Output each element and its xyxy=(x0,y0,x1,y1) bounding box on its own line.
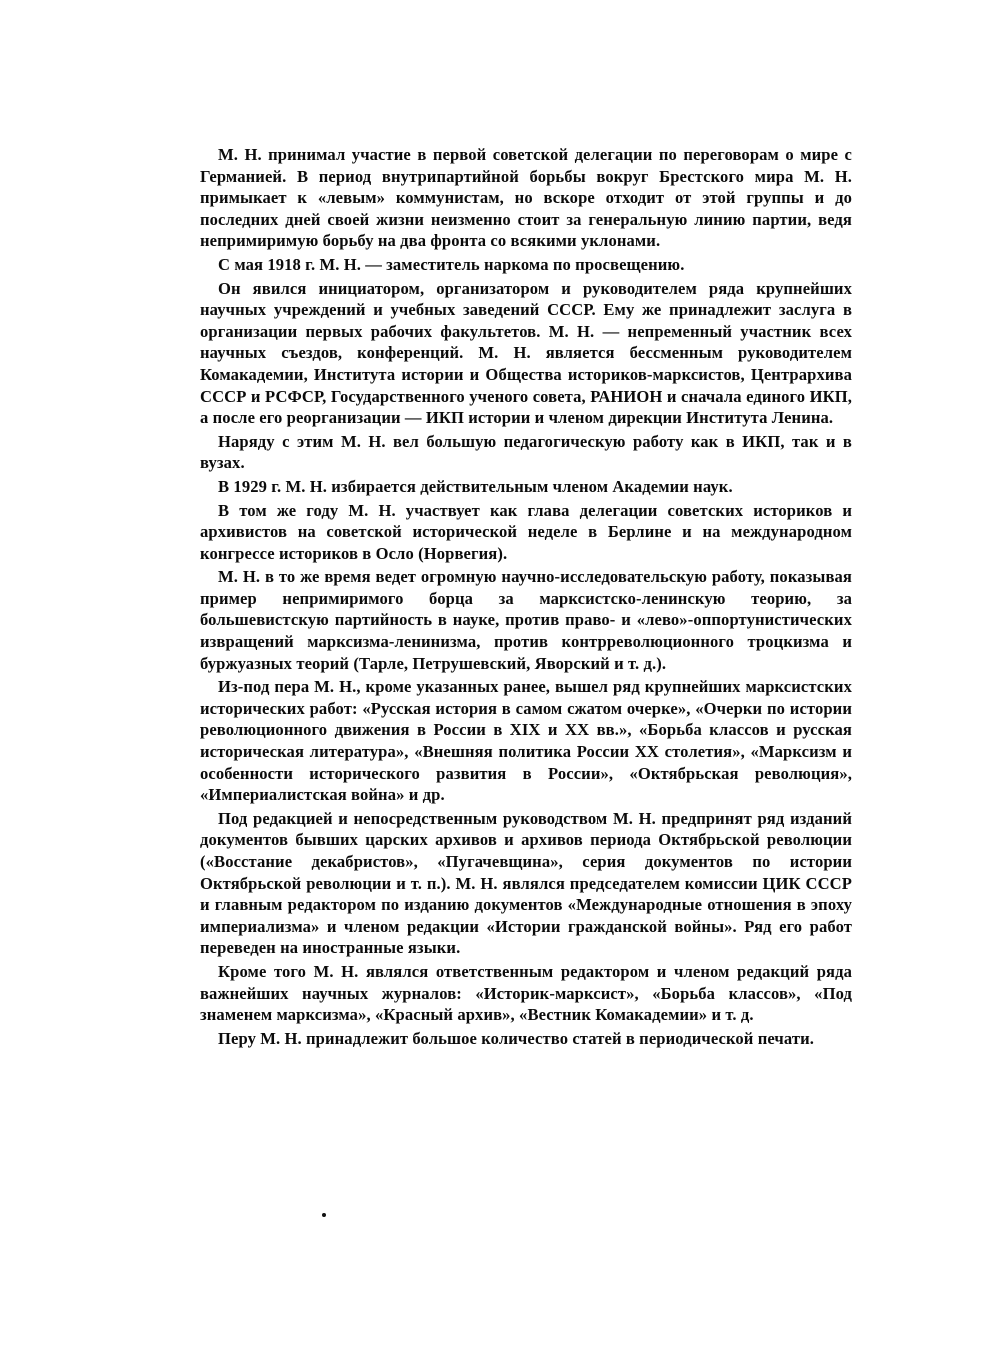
paragraph-teaching: Наряду с этим М. Н. вел большую педагогическую работу как в ИКП, так и в вузах. xyxy=(200,431,852,473)
paragraph-deputy-commissar: С мая 1918 г. М. Н. — заместитель наркома по просвещению. xyxy=(218,254,685,274)
paragraph-academy: В 1929 г. М. Н. избирается действительным членом Академии наук. xyxy=(218,476,733,496)
paragraph-editions: Под редакцией и непосредственным руководством М. Н. предпринят ряд изданий документов бывших царских архивов и архивов периода Октябрьской революции («Восстание декабристов», «Пугачевщина», серия документов по истории Октябрьской революции и т. п.). М. Н. являлся председателем комиссии ЦИК СССР и главным редактором по изданию документов «Международные отношения в эпоху империализма» и членом редакции «Истории гражданской войны». Ряд его работ переведен на иностранные языки. xyxy=(200,808,852,958)
paragraph-journals: Кроме того М. Н. являлся ответственным редактором и членом редакций ряда важнейших научных журналов: «Историк-марксист», «Борьба классов», «Под знаменем марксизма», «Красный архив», «Вестник Комакадемии» и т. д. xyxy=(200,961,852,1025)
paragraph-works: Из-под пера М. Н., кроме указанных ранее, вышел ряд крупнейших марксистских исторических работ: «Русская история в самом сжатом очерке», «Очерки по истории революционного движения в России в XIX и XX вв.», «Борьба классов и русская историческая литература», «Внешняя политика России XX столетия», «Марксизм и особенности исторического развития в России», «Октябрьская революция», «Империалистская война» и др. xyxy=(200,677,852,805)
paragraph-research: М. Н. в то же время ведет огромную научно-исследовательскую работу, показывая пример непримиримого борца за марксистско-ленинскую теорию, за большевистскую партийность в науке, против право- и «лево»-оппортунистических извращений марксизма-ленинизма, против контрреволюционного троцкизма и буржуазных теорий (Тарле, Петрушевский, Яворский и т. д.). xyxy=(200,567,852,673)
print-speck xyxy=(322,1213,326,1217)
document-page xyxy=(200,144,852,1049)
paragraph-institutions: Он явился инициатором, организатором и руководителем ряда крупнейших научных учреждений и учебных заведений СССР. Ему же принадлежит заслуга в организации первых рабочих факультетов. М. Н. — непременный участник всех научных съездов, конференций. М. Н. является бессменным руководителем Комакадемии, Института истории и Общества историков-марксистов, Центрархива СССР и РСФСР, Государственного ученого совета, РАНИОН и сначала единого ИКП, а после его реорганизации — ИКП истории и членом дирекции Института Ленина. xyxy=(200,278,852,428)
paragraph-berlin-oslo: В том же году М. Н. участвует как глава делегации советских историков и архивистов на советской исторической неделе в Берлине и на международном конгрессе историков в Осло (Норвегия). xyxy=(200,500,852,563)
paragraph-delegation: М. Н. принимал участие в первой советской делегации по переговорам о мире с Германией. В период внутрипартийной борьбы вокруг Брестского мира М. Н. примыкает к «левым» коммунистам, но вскоре отходит от этой группы и до последних дней своей жизни неизменно стоит за генеральную линию партии, ведя непримиримую борьбу на два фронта со всякими уклонами. xyxy=(200,145,852,251)
paragraph-articles: Перу М. Н. принадлежит большое количество статей в периодической печати. xyxy=(218,1028,814,1048)
